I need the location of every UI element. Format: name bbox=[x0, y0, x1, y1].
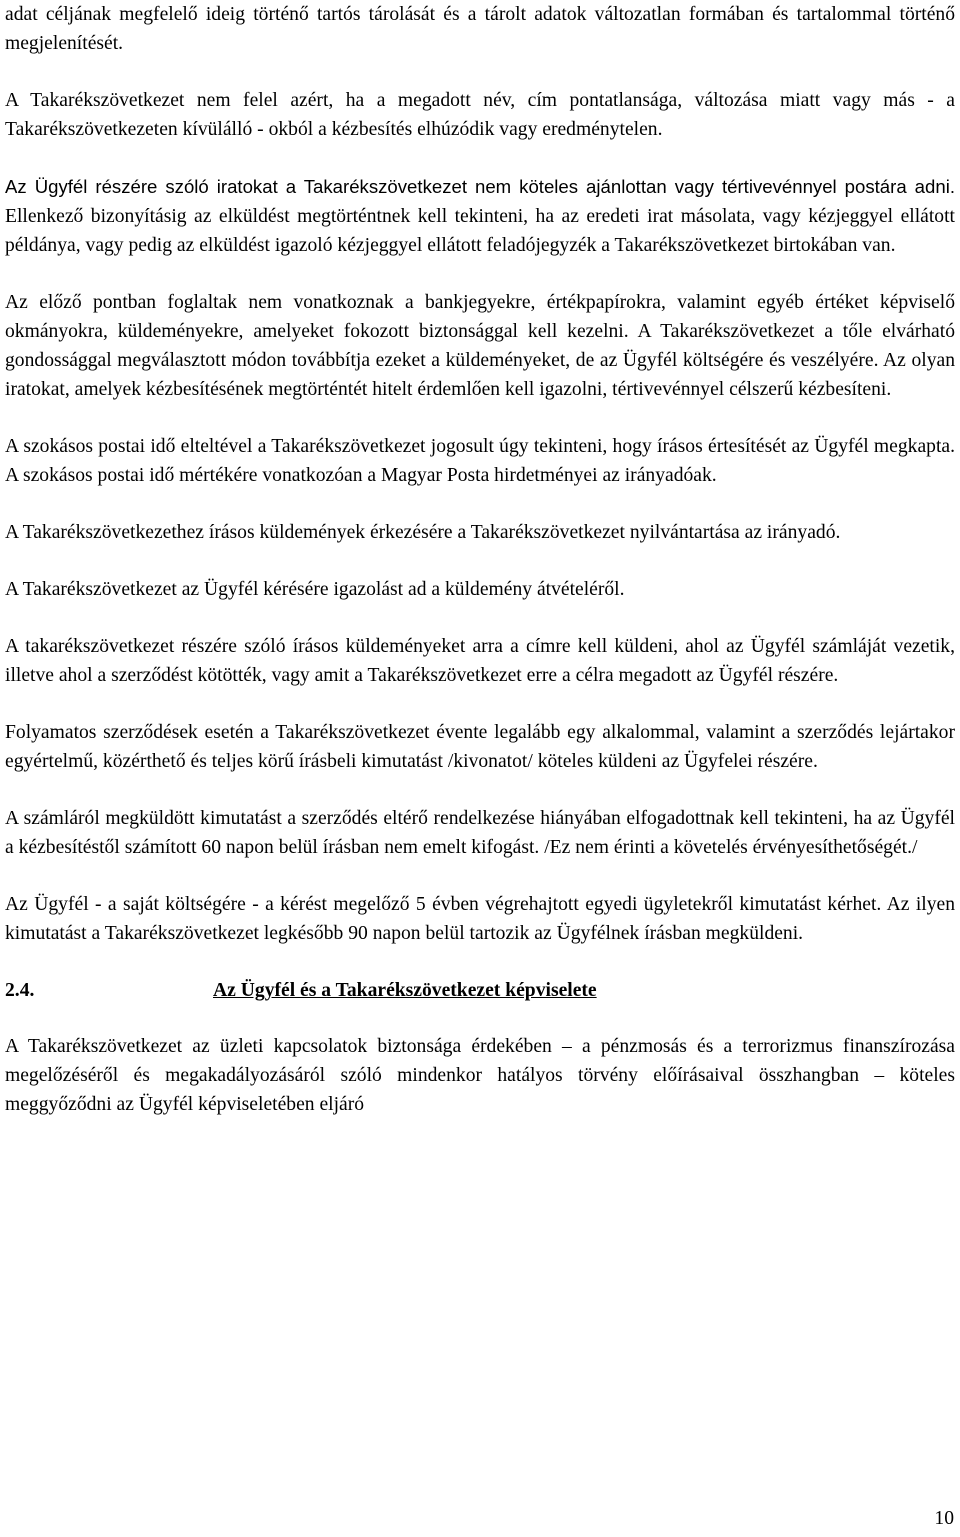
paragraph-representation: A Takarékszövetkezet az üzleti kapcsolatok biztonsága érdekében – a pénzmosás és a terrorizmus finanszírozása megelőzéséről és megakadályozásáról szóló mindenkor hatályos törvény előírásaival összhangban – köteles meggyőződni az Ügyfél képviseletében eljáró bbox=[5, 1036, 955, 1115]
paragraph-storage: adat céljának megfelelő ideig történő tartós tárolását és a tárolt adatok változatlan formában és tartalommal történő megjelenítését. bbox=[5, 4, 955, 54]
paragraph-postal-time: A szokásos postai idő elteltével a Takarékszövetkezet jogosult úgy tekinteni, hogy írásos értesítését az Ügyfél megkapta. A szokásos postai idő mértékére vonatkozóan a Magyar Posta hirdetményei az irányadóak. bbox=[5, 436, 955, 486]
section-heading bbox=[5, 976, 955, 1005]
section-number: 2.4. bbox=[5, 980, 35, 1001]
paragraph-registry: A Takarékszövetkezethez írásos küldemények érkezésére a Takarékszövetkezet nyilvántartása az irányadó. bbox=[5, 522, 841, 543]
paragraph-statements: Folyamatos szerződések esetén a Takarékszövetkezet évente legalább egy alkalommal, valamint a szerződés lejártakor egyértelmű, közérthető és teljes körű írásbeli kimutatást /kivonatot/ köteles küldeni az Ügyfelei részére. bbox=[5, 722, 955, 772]
paragraph-mailing bbox=[5, 172, 955, 260]
paragraph-address: A takarékszövetkezet részére szóló írásos küldeményeket arra a címre kell küldeni, ahol az Ügyfél számláját vezetik, illetve ahol a szerződést kötötték, vagy amit a Takarékszövetkezet erre a célra megadott az Ügyfél részére. bbox=[5, 636, 955, 686]
paragraph-acceptance: A számláról megküldött kimutatást a szerződés eltérő rendelkezése hiányában elfogadottnak kell tekinteni, ha az Ügyfél a kézbesítéstől számított 60 napon belül írásban nem emelt kifogást. /Ez nem érinti a követelés érvényesíthetőségét./ bbox=[5, 808, 955, 858]
paragraph-receipt: A Takarékszövetkezet az Ügyfél kérésére igazolást ad a küldemény átvételéről. bbox=[5, 579, 625, 600]
paragraph-valuables: Az előző pontban foglaltak nem vonatkoznak a bankjegyekre, értékpapírokra, valamint egyéb értéket képviselő okmányokra, küldeményekre, amelyeket fokozott biztonsággal kell kezelni. A Takarékszövetkezet a tőle elvárható gondossággal megválasztott módon továbbítja ezeket a küldeményeket, de az Ügyfél költségére és veszélyére. Az olyan iratokat, amelyek kézbesítésének megtörténtét hitelt érdemlően kell igazolni, tértivevénnyel célszerű kézbesíteni. bbox=[5, 292, 955, 400]
document-page bbox=[5, 0, 955, 1119]
paragraph-mailing-lead: Az Ügyfél részére szóló iratokat a Takarékszövetkezet nem köteles ajánlottan vagy tértivevénnyel postára adni. bbox=[5, 176, 955, 197]
paragraph-liability: A Takarékszövetkezet nem felel azért, ha a megadott név, cím pontatlansága, változása miatt vagy más - a Takarékszövetkezeten kívülálló - okból a kézbesítés elhúzódik vagy eredménytelen. bbox=[5, 90, 955, 140]
section-title: Az Ügyfél és a Takarékszövetkezet képviselete bbox=[213, 980, 597, 1001]
paragraph-history-request: Az Ügyfél - a saját költségére - a kérést megelőző 5 évben végrehajtott egyedi ügyletekről kimutatást kérhet. Az ilyen kimutatást a Takarékszövetkezet legkésőbb 90 napon belül tartozik az Ügyfélnek írásban megküldeni. bbox=[5, 894, 955, 944]
paragraph-mailing-rest: Ellenkező bizonyításig az elküldést megtörténtnek kell tekinteni, ha az eredeti irat másolata, vagy kézjeggyel ellátott példánya, vagy pedig az elküldést igazoló kézjeggyel ellátott feladójegyzék a Takarékszövetkezet birtokában van. bbox=[5, 206, 955, 256]
page-number: 10 bbox=[934, 1508, 954, 1529]
